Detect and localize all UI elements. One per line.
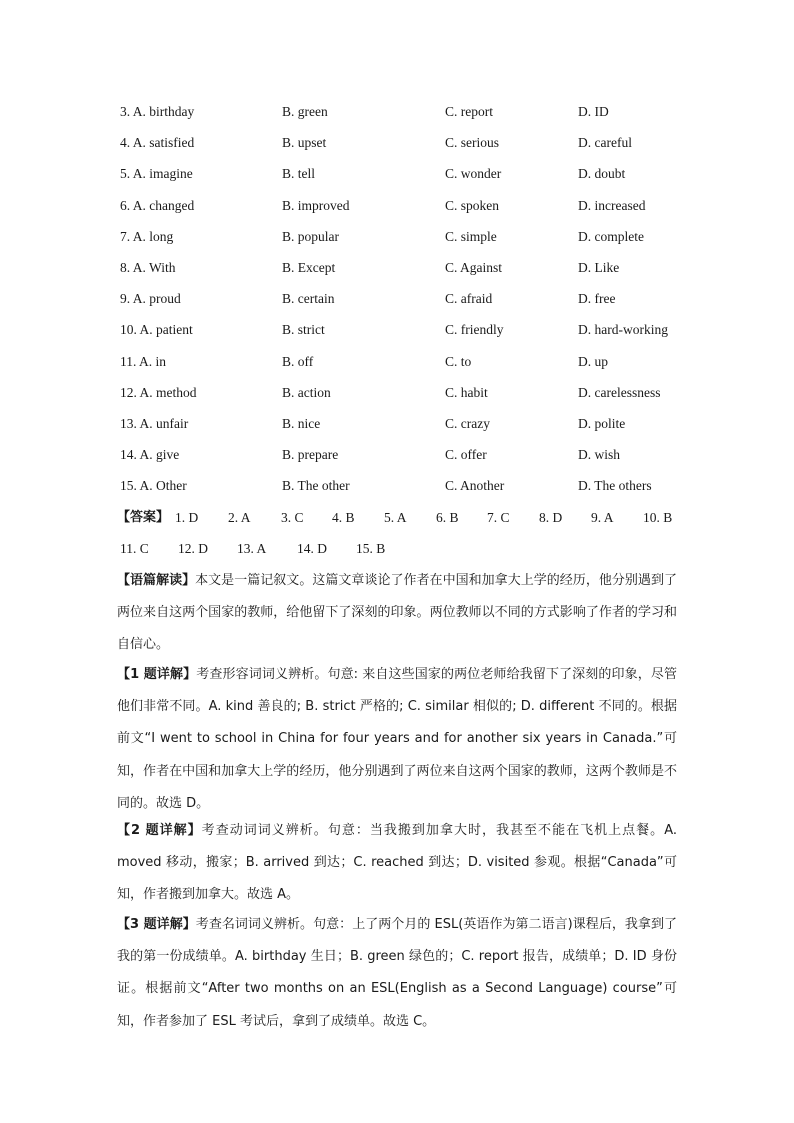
section-text: 考查形容词词义辨析。句意: 来自这些国家的两位老师给我留下了深刻的印象，尽管他们非常不同。A. kind 善良的; B. strict 严格的; C. similar 相似的; D. different 不同的。根据前文“I went to school in China for four years and for another six years in Canada.”可知，作者在中国和加拿大上学的经历，他分别遇到了两位来自这两个国家的教师，这两个教师是不同的。故选 D。 (117, 667, 677, 811)
option-c: C. report (445, 104, 493, 119)
option-d: D. ID (578, 104, 609, 119)
answer-item: 1. D (175, 510, 199, 525)
option-d: D. doubt (578, 166, 626, 182)
option-a: 9. A. proud (120, 291, 181, 307)
option-b: B. improved (282, 197, 350, 213)
answer-item: 6. B (436, 510, 459, 525)
answer-item: 5. A (384, 510, 407, 525)
section-text: 考查名词词义辨析。句意：上了两个月的 ESL(英语作为第二语言)课程后，我拿到了我的第一份成绩单。A. birthday 生日；B. green 绿色的；C. report 报告，成绩单；D. ID 身份证。根据前文“After two months on an ESL(English as a Second Language) course”可知，作者参加了 ESL 考试后，拿到了成绩单。故选 C。 (117, 917, 677, 1029)
option-b: B. popular (282, 228, 339, 244)
option-c: C. afraid (445, 291, 493, 307)
answer-item: 3. C (281, 510, 304, 525)
option-d: D. Like (578, 260, 620, 275)
answers-label: 【答案】 (117, 510, 170, 525)
option-c: C. spoken (445, 197, 499, 213)
option-d: D. increased (578, 197, 646, 213)
answer-item: 9. A (591, 510, 614, 525)
answer-item: 14. D (297, 541, 327, 556)
option-a: 12. A. method (120, 384, 197, 400)
question-3-explanation (117, 908, 677, 1037)
option-a: 11. A. in (120, 353, 167, 369)
option-c: C. offer (445, 447, 487, 463)
section-heading: 【3 题详解】 (117, 917, 196, 932)
option-c: C. wonder (445, 166, 502, 182)
answer-item: 7. C (487, 510, 510, 525)
question-1-explanation (117, 658, 677, 819)
section-heading: 【2 题详解】 (117, 823, 202, 838)
option-b: B. certain (282, 291, 335, 307)
option-a: 15. A. Other (120, 478, 187, 494)
option-a: 14. A. give (120, 447, 180, 463)
option-c: C. to (445, 353, 472, 369)
answer-item: 13. A (237, 541, 267, 556)
answer-item: 8. D (539, 510, 563, 525)
option-c: C. Against (445, 260, 503, 275)
option-d: D. carelessness (578, 384, 661, 400)
option-c: C. crazy (445, 416, 490, 431)
option-b: B. nice (282, 416, 321, 431)
option-d: D. polite (578, 416, 626, 431)
option-a: 5. A. imagine (120, 166, 193, 182)
option-d: D. up (578, 353, 608, 369)
option-a: 6. A. changed (120, 197, 195, 213)
option-a: 13. A. unfair (120, 416, 189, 431)
option-d: D. free (578, 291, 616, 307)
option-b: B. green (282, 104, 328, 119)
option-d: D. hard-working (578, 322, 668, 338)
section-text: 考查动词词义辨析。句意：当我搬到加拿大时，我甚至不能在飞机上点餐。A. moved 移动，搬家；B. arrived 到达；C. reached 到达；D. visited 参观。根据“Canada”可知，作者搬到加拿大。故选 A。 (117, 823, 677, 903)
section-text: 本文是一篇记叙文。这篇文章谈论了作者在中国和加拿大上学的经历，他分别遇到了两位来自这两个国家的教师，给他留下了深刻的印象。两位教师以不同的方式影响了作者的学习和自信心。 (117, 573, 677, 653)
option-d: D. wish (578, 447, 621, 463)
option-b: B. Except (282, 260, 336, 275)
option-b: B. off (282, 353, 314, 369)
option-a: 4. A. satisfied (120, 135, 195, 151)
question-2-explanation (117, 814, 677, 911)
answer-item: 10. B (643, 510, 673, 525)
option-c: C. habit (445, 384, 488, 400)
option-d: D. careful (578, 135, 632, 151)
section-heading: 【1 题详解】 (117, 667, 197, 682)
option-c: C. simple (445, 228, 497, 244)
option-d: D. The others (578, 478, 652, 494)
option-d: D. complete (578, 228, 644, 244)
option-b: B. The other (282, 478, 350, 494)
option-b: B. prepare (282, 447, 339, 463)
answer-item: 15. B (356, 541, 386, 556)
option-a: 3. A. birthday (120, 104, 195, 119)
answer-item: 4. B (332, 510, 355, 525)
option-c: C. serious (445, 135, 499, 151)
option-b: B. action (282, 384, 331, 400)
option-b: B. tell (282, 166, 315, 182)
option-a: 8. A. With (120, 260, 176, 275)
answer-item: 2. A (228, 510, 251, 525)
answer-item: 12. D (178, 541, 208, 556)
option-b: B. strict (282, 322, 325, 338)
option-a: 10. A. patient (120, 322, 193, 338)
answer-item: 11. C (120, 541, 149, 556)
option-c: C. Another (445, 478, 505, 494)
option-c: C. friendly (445, 322, 504, 338)
passage-interpretation (117, 564, 677, 661)
option-b: B. upset (282, 135, 327, 151)
section-heading: 【语篇解读】 (117, 573, 196, 588)
option-a: 7. A. long (120, 228, 174, 244)
